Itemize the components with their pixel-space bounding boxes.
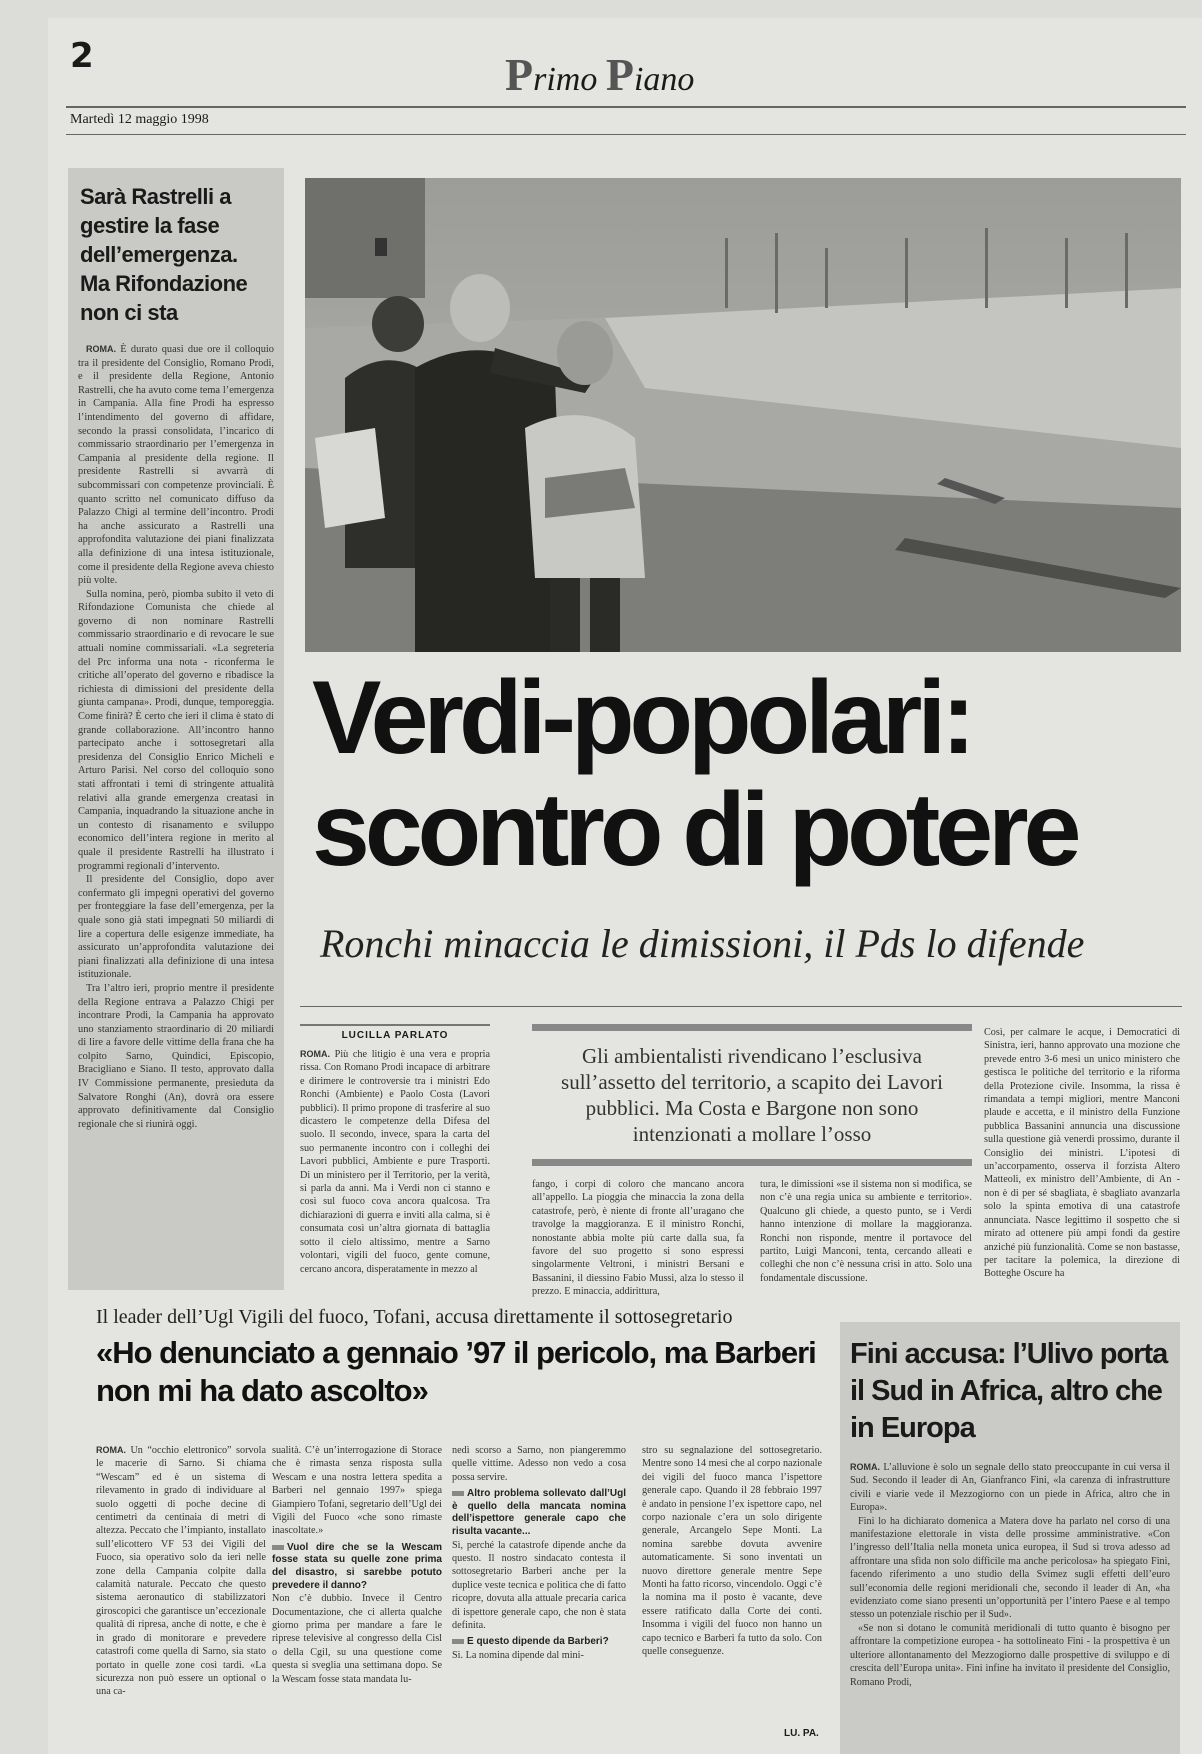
- sidebar-paragraph: [78, 343, 274, 588]
- flood-photo: [305, 178, 1181, 652]
- bottom-column-1-text: Un “occhio elettronico” sorvola le macerie di Sarno. Si chiama “Wescam” ed è un sistema di rilevamento in grado di individuare al suolo oggetti di poche decine di centimetri da centinaia di metri di altezza. Peccato che l’impianto, installato sull’elicottero VF 53 dei Vigili del Fuoco, sia operativo solo da ieri nelle zone della Campania colpite dalla calamità naturale. Peccato che questo sistema aeronautico di stabilizzatori giroscopici che garantisce un’eccezionale qualità di ripresa, anche di notte, e che è in grado di monitorare e prevedere catastrofi come quella di Sarno, sia stato portato in quelle zone così tardi. «La sicurezza non può essere un optional o una ca-: [96, 1445, 267, 1698]
- fini-sidebar-article: [840, 1322, 1180, 1754]
- section-title: [505, 48, 825, 101]
- pull-quote: Gli ambientalisti rivendicano l’esclusiva sull’assetto del territorio, a scapito dei Lavori pubblici. Ma Costa e Bargone non sono intenzionati a mollare l’osso: [532, 1024, 972, 1166]
- bottom-column-2-text: sualità. C’è un’interrogazione di Storace che è rimasta senza risposta sulla Wescam e una nostra lettera spedita a Barberi nel gennaio 1997» spiega Giampiero Tofani, segretario dell’Ugl dei Vigili del Fuoco «che sono rimaste inascoltate.»: [272, 1445, 442, 1537]
- main-headline-line-2: scontro di potere: [312, 772, 1077, 888]
- main-headline-line-1: Verdi-popolari:: [312, 660, 971, 776]
- bottom-dateline: ROMA.: [96, 1445, 126, 1455]
- main-article-column-1: [300, 1048, 490, 1288]
- issue-date: Martedì 12 maggio 1998: [70, 112, 209, 127]
- section-initial-1: P: [505, 49, 534, 100]
- main-headline: [312, 662, 1192, 886]
- interview-question: Altro problema sollevato dall’Ugl è quello della mancata nomina dell’ispettore generale capo che risulta vacante...: [452, 1488, 626, 1537]
- main-column-1-text: Più che litigio è una vera e propria rissa. Con Romano Prodi incapace di arbitrare e dirimere le controversie tra i ministri Edo Ronchi (Ambiente) e Paolo Costa (Lavori pubblici). Il primo propone di trasferire al suo dicastero le competenze della Difesa del suolo. Il secondo, invece, spara la carta del suo permanente incontro con i colleghi dei Lavori pubblici, Ambiente e pure Trasporti. Di un ministero per il Territorio, per la verità, si parla da anni. Ma i Verdi non ci stanno e così sul fuoco cova ancora qualcosa. Tra dichiarazioni di guerra e inviti alla calma, si è consumata così un’altra giornata di battaglia sotto il cielo altissimo, mentre a Sarno volontari, vigili del fuoco, gente comune, cercano ancora, disperatamente in mezzo al: [300, 1049, 490, 1275]
- interview-answer: Non c’è dubbio. Invece il Centro Documentazione, che ci allerta qualche giorno prima per mandare a fare le riprese televisive al congresso della Cisl o della Cgil, su una questione come questa si sveglia una settimana dopo. Se la Wescam fosse stata mandata lu-: [272, 1593, 442, 1685]
- fini-paragraph: Fini lo ha dichiarato domenica a Matera dove ha parlato nel corso di una manifestazione elettorale in vista delle prossime amministrative. «Con l’ingresso dell’Italia nella moneta unica europea, il Sud si trova adesso ad affrontare una sfida non solo difficile ma anche pericolosa» ha spiegato Fini, facendo riferimento a uno studio della Svimez sugli effetti dell’euro sull’economia delle regioni meridionali che, secondo il leader di An, «ha evidenziato come siano presenti un’opportunità per l’intero Paese e al tempo stesso un potenziale rischio per il Sud».: [850, 1515, 1170, 1621]
- bottom-column-2: [272, 1444, 442, 1744]
- fini-paragraph: [850, 1461, 1170, 1515]
- fini-text-1: L’alluvione è solo un segnale dello stato preoccupante in cui versa il Sud. Secondo il leader di An, Gianfranco Fini, «la carenza di infrastrutture civili e viarie vede il Mezzogiorno con un piede in Africa, altro che in Europa».: [850, 1462, 1170, 1514]
- bottom-signature: LU. PA.: [784, 1728, 819, 1739]
- bottom-column-3-text: nedì scorso a Sarno, non piangeremmo quelle vittime. Adesso non vedo a cosa possa servire.: [452, 1445, 626, 1483]
- section-word-1: rimo: [533, 61, 598, 98]
- flood-photo-image: [305, 178, 1181, 652]
- main-dateline: ROMA.: [300, 1049, 330, 1059]
- sidebar-dateline: ROMA.: [86, 344, 116, 354]
- main-article-column-2: fango, i corpi di coloro che mancano ancora all’appello. La pioggia che minaccia la zona della catastrofe, però, è niente di fronte all’uragano che travolge la maggioranza. E il ministro Ronchi, nonostante abbia molte più carte dalla sua, fa favore del suo progetto si sono espressi singolarmente Veltroni, i ministri Bersani e Bassanini, il diessino Fabio Mussi, alza lo stesso il prezzo. E minaccia, addirittura,: [532, 1179, 744, 1298]
- main-subheadline: Ronchi minaccia le dimissioni, il Pds lo difende: [320, 921, 1085, 966]
- bottom-column-3: [452, 1444, 626, 1744]
- bottom-column-4: stro su segnalazione del sottosegretario. Mentre sono 14 mesi che al corpo nazionale dei vigili del fuoco manca l’ispettore generale capo. Quando il 28 febbraio 1997 è andato in pensione l’ex ispettore capo, nel corpo nazionale c’era un solo dirigente generale, Arcangelo Sepe Monti. La nomina sarebbe dovuta avvenire automaticamente. Si sono inventati un nuovo direttore generale mentre Sepe Monti ha fatto ricorso, vincendolo. Oggi c’è la nomina ma il posto è vacante, deve essere ratificato dalla Corte dei conti. Insomma i vigili del fuoco non hanno un capo tecnico e Barberi fa tutto da solo. Con quelle conseguenze.: [642, 1445, 822, 1658]
- author-byline: LUCILLA PARLATO: [300, 1024, 490, 1041]
- section-word-2: iano: [633, 61, 695, 98]
- interview-question: E questo dipende da Barberi?: [452, 1636, 626, 1649]
- sidebar-text-1: È durato quasi due ore il colloquio tra il presidente del Consiglio, Romano Prodi, e il presidente della Regione, Antonio Rastrelli, che ha avuto come tema l’emergenza in Campania. Alla fine Prodi ha espresso l’intendimento del governo di affidare, secondo la prassi consolidata, l’incarico di commissario straordinario per l’emergenza in Campania al presidente della regione. Il presidente Rastrelli si avvarrà di subcommissari con competenze provinciali. È quanto scritto nel comunicato diffuso da Palazzo Chigi al termine dell’incontro. Prodi ha anche assicurato a Rastrelli una approfondita valutazione dei piani finalizzata alla definizione di una intesa istituzionale, come il presidente della Regione aveva chiesto più volte.: [78, 344, 274, 587]
- header-rule: [66, 106, 1186, 108]
- main-article-rule: [300, 1006, 1182, 1007]
- main-article-column-4: Così, per calmare le acque, i Democratici di Sinistra, ieri, hanno approvato una mozione che prevede entro 3-6 mesi un unico ministero che gestisca le politiche del territorio e la riforma della Protezione civile. Insomma, la rissa è rimandata a tempi migliori, mentre Manconi plaude e accetta, e il ministro della Funzione pubblica Bassanini annuncia una discussione sulla questione già venerdì prossimo, durante il Consiglio dei ministri. L’ipotesi di un’accorpamento, osserva il forzista Altero Matteoli, ex ministro dell’Ambiente, di An - non è di per sé sbagliata, è sbagliato avanzarla solo la spinta emotiva di una catastrofe annunciata. Nasce legittimo il sospetto che si mirato ad ottenere più ampi fondi da gestire anziché più funzionalità. Come se non bastasse, per tacitare la polemica, la direzione di Botteghe Oscure ha: [984, 1027, 1180, 1280]
- bottom-kicker: Il leader dell’Ugl Vigili del fuoco, Tofani, accusa direttamente il sottosegretario: [96, 1306, 733, 1328]
- interview-question: Vuol dire che se la Wescam fosse stata su quelle zone prima del disastro, si sarebbe potuto prevedere il danno?: [272, 1541, 442, 1591]
- interview-answer: Sì. La nomina dipende dal mini-: [452, 1650, 584, 1662]
- fini-dateline: ROMA.: [850, 1462, 880, 1472]
- section-initial-2: P: [605, 49, 634, 100]
- page-number: 2: [70, 36, 94, 76]
- sidebar-paragraph: Sulla nomina, però, piomba subito il veto di Rifondazione Comunista che chiede al governo di non nominare Rastrelli commissario straordinario e di revocare le sue attuali nomine commissariali. «La segreteria del Prc informa una nota - riconferma le critiche all’operato del governo e ribadisce la richiesta di dimissioni del presidente della giunta campana». Prodi, dunque, temporeggia. Come finirà? È certo che ieri il clima è stato di grande collaborazione. All’incontro hanno partecipato anche i sottosegretari alla presidenza del Consiglio Enrico Micheli e Arturo Parisi. Nel corso del colloquio sono stati affrontati i temi di stringente attualità relativi alla grande emergenza creatasi in Campania, inquadrando la situazione anche in un contesto di risanamento e sviluppo economico dell’intera regione in merito al quale il presidente Rastrelli ha illustrato i programmi regionali d’intervento.: [78, 588, 274, 872]
- bottom-headline: «Ho denunciato a gennaio ’97 il pericolo, ma Barberi non mi ha dato ascolto»: [96, 1335, 816, 1408]
- bottom-column-1: [96, 1444, 266, 1744]
- fini-headline: Fini accusa: l’Ulivo porta il Sud in Africa, altro che in Europa: [850, 1338, 1168, 1444]
- sidebar-article: [68, 168, 284, 1290]
- sidebar-headline: Sarà Rastrelli a gestire la fase dell’emergenza. Ma Rifondazione non ci sta: [80, 184, 248, 325]
- fini-paragraph: «Se non si dotano le comunità meridionali di tutto quanto è bisogno per affrontare la competizione europea - ha sottolineato Fini - la prospettiva è un ulteriore allontanamento del Mezzogiorno dalle prospettive di sviluppo e di crescita dell’Europa unita». Fini infine ha invitato il presidente del Consiglio, Romano Prodi,: [850, 1622, 1170, 1688]
- sidebar-paragraph: Tra l’altro ieri, proprio mentre il presidente della Regione entrava a Palazzo Chigi per incontrare Prodi, la Campania ha approvato uno stanziamento straordinario di 20 miliardi di lire a favore delle vittime della frana che ha colpito Sarno, Quindici, Episcopio, Bracigliano e Siano. Il testo, approvato dalla IV Commissione permanente, presieduta da Salvatore Ronghi (An), dovrà ora essere approvato definitivamente dal Consiglio regionale che si riunirà oggi.: [78, 982, 274, 1130]
- main-article-column-3: tura, le dimissioni «se il sistema non si modifica, se non c’è una regia unica su ambiente e territorio». Qualcuno gli chiede, a questo punto, se i Verdi hanno intenzione di mollare la maggioranza. Ronchi non risponde, mentre il portavoce del partito, Luigi Manconi, tenta, cercando alleati e colleghi che non c’è nessuna crisi in atto. Solo una fondamentale discussione.: [760, 1179, 972, 1284]
- interview-answer: Sì, perché la catastrofe dipende anche da questo. Il nostro sindacato contesta il sottosegretario Barberi anche per la duplice veste tecnica e politica che di fatto ricopre, dovuta alla attuale precaria carica di ispettore generale capo, che non è stata definita.: [452, 1539, 626, 1632]
- sidebar-paragraph: Il presidente del Consiglio, dopo aver confermato gli impegni operativi del governo per fronteggiare la fase dell’emergenza, per la quale sono già stati impegnati 50 miliardi di lire a copertura delle esigenze immediate, ha assicurato un’approfondita valutazione dei piani finalizzati alla definizione di una intesa istituzionale.: [78, 874, 274, 981]
- header-rule-bottom: [66, 134, 1186, 135]
